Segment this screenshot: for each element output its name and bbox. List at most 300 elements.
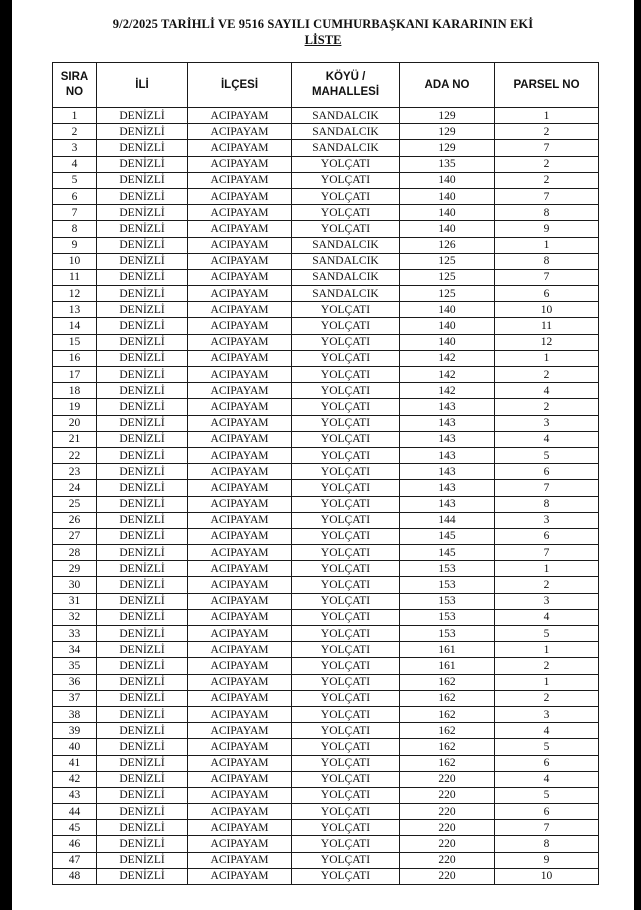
- cell-ada-no: 125: [400, 269, 495, 285]
- cell-parsel-no: 3: [495, 512, 599, 528]
- cell-ilcesi: ACIPAYAM: [188, 771, 292, 787]
- cell-koyu-mahallesi: YOLÇATI: [292, 561, 400, 577]
- header-koyu-line2: MAHALLESİ: [311, 86, 380, 98]
- table-row: [53, 755, 599, 771]
- cell-ili: DENİZLİ: [97, 205, 188, 221]
- cell-koyu-mahallesi: YOLÇATI: [292, 755, 400, 771]
- cell-ada-no: 143: [400, 447, 495, 463]
- cell-parsel-no: 2: [495, 658, 599, 674]
- cell-ilcesi: ACIPAYAM: [188, 205, 292, 221]
- cell-ilcesi: ACIPAYAM: [188, 787, 292, 803]
- cell-sira-no: 6: [53, 188, 97, 204]
- table-row: [53, 172, 599, 188]
- cell-ilcesi: ACIPAYAM: [188, 561, 292, 577]
- cell-parsel-no: 1: [495, 642, 599, 658]
- cell-sira-no: 33: [53, 626, 97, 642]
- table-row: [53, 108, 599, 124]
- cell-ili: DENİZLİ: [97, 820, 188, 836]
- table-row: [53, 512, 599, 528]
- cell-sira-no: 12: [53, 286, 97, 302]
- header-sira-no: [53, 63, 97, 108]
- table-row: [53, 609, 599, 625]
- cell-koyu-mahallesi: YOLÇATI: [292, 528, 400, 544]
- cell-parsel-no: 8: [495, 205, 599, 221]
- cell-ilcesi: ACIPAYAM: [188, 415, 292, 431]
- document-title: 9/2/2025 TARİHLİ VE 9516 SAYILI CUMHURBAŞKANI KARARININ EKİ: [112, 17, 534, 31]
- cell-ili: DENİZLİ: [97, 868, 188, 884]
- cell-koyu-mahallesi: YOLÇATI: [292, 658, 400, 674]
- cell-ilcesi: ACIPAYAM: [188, 658, 292, 674]
- cell-koyu-mahallesi: YOLÇATI: [292, 383, 400, 399]
- cell-ili: DENİZLİ: [97, 286, 188, 302]
- parcel-table: [52, 62, 599, 885]
- cell-ili: DENİZLİ: [97, 156, 188, 172]
- cell-koyu-mahallesi: SANDALCIK: [292, 124, 400, 140]
- cell-parsel-no: 9: [495, 852, 599, 868]
- cell-sira-no: 11: [53, 269, 97, 285]
- cell-parsel-no: 6: [495, 464, 599, 480]
- table-row: [53, 593, 599, 609]
- cell-parsel-no: 10: [495, 868, 599, 884]
- cell-ada-no: 143: [400, 464, 495, 480]
- cell-sira-no: 14: [53, 318, 97, 334]
- cell-ili: DENİZLİ: [97, 771, 188, 787]
- cell-ilcesi: ACIPAYAM: [188, 350, 292, 366]
- cell-ada-no: 153: [400, 577, 495, 593]
- cell-sira-no: 44: [53, 804, 97, 820]
- table-row: [53, 626, 599, 642]
- cell-ilcesi: ACIPAYAM: [188, 496, 292, 512]
- cell-ada-no: 129: [400, 140, 495, 156]
- table-row: [53, 318, 599, 334]
- cell-ada-no: 220: [400, 836, 495, 852]
- cell-ilcesi: ACIPAYAM: [188, 836, 292, 852]
- table-row: [53, 561, 599, 577]
- cell-ili: DENİZLİ: [97, 188, 188, 204]
- cell-koyu-mahallesi: SANDALCIK: [292, 140, 400, 156]
- cell-koyu-mahallesi: YOLÇATI: [292, 771, 400, 787]
- cell-sira-no: 47: [53, 852, 97, 868]
- cell-parsel-no: 10: [495, 302, 599, 318]
- cell-ada-no: 140: [400, 172, 495, 188]
- cell-ada-no: 142: [400, 350, 495, 366]
- cell-ada-no: 143: [400, 415, 495, 431]
- cell-ili: DENİZLİ: [97, 447, 188, 463]
- cell-parsel-no: 2: [495, 124, 599, 140]
- cell-koyu-mahallesi: YOLÇATI: [292, 820, 400, 836]
- table-row: [53, 496, 599, 512]
- cell-parsel-no: 6: [495, 804, 599, 820]
- cell-sira-no: 38: [53, 706, 97, 722]
- cell-sira-no: 31: [53, 593, 97, 609]
- cell-parsel-no: 3: [495, 593, 599, 609]
- cell-koyu-mahallesi: YOLÇATI: [292, 496, 400, 512]
- cell-ilcesi: ACIPAYAM: [188, 706, 292, 722]
- cell-parsel-no: 7: [495, 269, 599, 285]
- cell-ilcesi: ACIPAYAM: [188, 367, 292, 383]
- cell-ilcesi: ACIPAYAM: [188, 140, 292, 156]
- cell-sira-no: 43: [53, 787, 97, 803]
- cell-koyu-mahallesi: YOLÇATI: [292, 706, 400, 722]
- cell-ada-no: 162: [400, 739, 495, 755]
- cell-parsel-no: 1: [495, 674, 599, 690]
- cell-ili: DENİZLİ: [97, 706, 188, 722]
- cell-ilcesi: ACIPAYAM: [188, 447, 292, 463]
- cell-ada-no: 162: [400, 706, 495, 722]
- cell-ili: DENİZLİ: [97, 739, 188, 755]
- cell-parsel-no: 3: [495, 706, 599, 722]
- cell-koyu-mahallesi: YOLÇATI: [292, 447, 400, 463]
- cell-koyu-mahallesi: SANDALCIK: [292, 237, 400, 253]
- cell-sira-no: 36: [53, 674, 97, 690]
- cell-ilcesi: ACIPAYAM: [188, 545, 292, 561]
- cell-parsel-no: 6: [495, 528, 599, 544]
- cell-sira-no: 21: [53, 431, 97, 447]
- table-row: [53, 706, 599, 722]
- document-subtitle-text: LİSTE: [304, 33, 342, 47]
- cell-sira-no: 40: [53, 739, 97, 755]
- cell-ili: DENİZLİ: [97, 561, 188, 577]
- table-row: [53, 350, 599, 366]
- table-row: [53, 787, 599, 803]
- cell-parsel-no: 6: [495, 755, 599, 771]
- cell-sira-no: 2: [53, 124, 97, 140]
- table-row: [53, 367, 599, 383]
- cell-ili: DENİZLİ: [97, 674, 188, 690]
- table-row: [53, 820, 599, 836]
- cell-sira-no: 16: [53, 350, 97, 366]
- cell-ada-no: 140: [400, 221, 495, 237]
- cell-sira-no: 18: [53, 383, 97, 399]
- cell-koyu-mahallesi: SANDALCIK: [292, 108, 400, 124]
- cell-ilcesi: ACIPAYAM: [188, 577, 292, 593]
- table-row: [53, 156, 599, 172]
- cell-ili: DENİZLİ: [97, 658, 188, 674]
- cell-parsel-no: 2: [495, 172, 599, 188]
- cell-ilcesi: ACIPAYAM: [188, 642, 292, 658]
- cell-ada-no: 142: [400, 383, 495, 399]
- cell-ili: DENİZLİ: [97, 545, 188, 561]
- cell-ada-no: 162: [400, 690, 495, 706]
- cell-ada-no: 220: [400, 852, 495, 868]
- cell-ili: DENİZLİ: [97, 577, 188, 593]
- cell-koyu-mahallesi: YOLÇATI: [292, 545, 400, 561]
- cell-sira-no: 10: [53, 253, 97, 269]
- cell-koyu-mahallesi: YOLÇATI: [292, 642, 400, 658]
- cell-ilcesi: ACIPAYAM: [188, 431, 292, 447]
- cell-ili: DENİZLİ: [97, 350, 188, 366]
- cell-koyu-mahallesi: SANDALCIK: [292, 253, 400, 269]
- cell-koyu-mahallesi: YOLÇATI: [292, 464, 400, 480]
- cell-ada-no: 153: [400, 593, 495, 609]
- cell-parsel-no: 5: [495, 626, 599, 642]
- cell-ilcesi: ACIPAYAM: [188, 464, 292, 480]
- table-row: [53, 545, 599, 561]
- cell-ili: DENİZLİ: [97, 512, 188, 528]
- cell-ili: DENİZLİ: [97, 480, 188, 496]
- table-row: [53, 237, 599, 253]
- cell-parsel-no: 4: [495, 723, 599, 739]
- cell-ilcesi: ACIPAYAM: [188, 690, 292, 706]
- cell-ili: DENİZLİ: [97, 690, 188, 706]
- cell-ada-no: 140: [400, 205, 495, 221]
- cell-sira-no: 48: [53, 868, 97, 884]
- cell-koyu-mahallesi: YOLÇATI: [292, 367, 400, 383]
- cell-sira-no: 39: [53, 723, 97, 739]
- cell-ili: DENİZLİ: [97, 302, 188, 318]
- table-row: [53, 804, 599, 820]
- table-row: [53, 124, 599, 140]
- cell-parsel-no: 2: [495, 156, 599, 172]
- cell-parsel-no: 5: [495, 787, 599, 803]
- cell-ilcesi: ACIPAYAM: [188, 593, 292, 609]
- table-row: [53, 205, 599, 221]
- cell-koyu-mahallesi: SANDALCIK: [292, 269, 400, 285]
- table-row: [53, 658, 599, 674]
- cell-parsel-no: 2: [495, 367, 599, 383]
- cell-koyu-mahallesi: YOLÇATI: [292, 512, 400, 528]
- table-body: [53, 108, 599, 885]
- cell-sira-no: 7: [53, 205, 97, 221]
- cell-koyu-mahallesi: YOLÇATI: [292, 609, 400, 625]
- cell-sira-no: 4: [53, 156, 97, 172]
- cell-ili: DENİZLİ: [97, 626, 188, 642]
- cell-ada-no: 135: [400, 156, 495, 172]
- cell-parsel-no: 3: [495, 415, 599, 431]
- cell-parsel-no: 8: [495, 253, 599, 269]
- cell-ada-no: 140: [400, 302, 495, 318]
- table-row: [53, 674, 599, 690]
- cell-ilcesi: ACIPAYAM: [188, 237, 292, 253]
- header-row: [53, 63, 599, 108]
- table-row: [53, 528, 599, 544]
- cell-sira-no: 29: [53, 561, 97, 577]
- cell-ilcesi: ACIPAYAM: [188, 124, 292, 140]
- cell-ili: DENİZLİ: [97, 787, 188, 803]
- cell-ada-no: 145: [400, 528, 495, 544]
- cell-parsel-no: 4: [495, 431, 599, 447]
- cell-koyu-mahallesi: YOLÇATI: [292, 350, 400, 366]
- cell-koyu-mahallesi: YOLÇATI: [292, 334, 400, 350]
- cell-ili: DENİZLİ: [97, 318, 188, 334]
- table-row: [53, 836, 599, 852]
- cell-ada-no: 129: [400, 108, 495, 124]
- cell-parsel-no: 8: [495, 836, 599, 852]
- cell-parsel-no: 4: [495, 383, 599, 399]
- table-row: [53, 253, 599, 269]
- table-row: [53, 464, 599, 480]
- cell-ilcesi: ACIPAYAM: [188, 108, 292, 124]
- cell-koyu-mahallesi: YOLÇATI: [292, 302, 400, 318]
- cell-ada-no: 220: [400, 820, 495, 836]
- cell-parsel-no: 1: [495, 108, 599, 124]
- cell-parsel-no: 7: [495, 545, 599, 561]
- table-row: [53, 383, 599, 399]
- table-row: [53, 302, 599, 318]
- table-row: [53, 690, 599, 706]
- cell-ada-no: 161: [400, 658, 495, 674]
- cell-ada-no: 125: [400, 253, 495, 269]
- cell-sira-no: 28: [53, 545, 97, 561]
- cell-sira-no: 24: [53, 480, 97, 496]
- cell-koyu-mahallesi: YOLÇATI: [292, 188, 400, 204]
- cell-ili: DENİZLİ: [97, 723, 188, 739]
- cell-ilcesi: ACIPAYAM: [188, 383, 292, 399]
- document-subtitle: [12, 33, 634, 48]
- cell-parsel-no: 4: [495, 771, 599, 787]
- cell-sira-no: 3: [53, 140, 97, 156]
- cell-koyu-mahallesi: YOLÇATI: [292, 674, 400, 690]
- table-row: [53, 739, 599, 755]
- header-sira-line2: NO: [65, 86, 84, 98]
- cell-ili: DENİZLİ: [97, 334, 188, 350]
- table-row: [53, 771, 599, 787]
- cell-sira-no: 25: [53, 496, 97, 512]
- cell-sira-no: 26: [53, 512, 97, 528]
- cell-ili: DENİZLİ: [97, 140, 188, 156]
- cell-parsel-no: 12: [495, 334, 599, 350]
- cell-sira-no: 1: [53, 108, 97, 124]
- cell-sira-no: 17: [53, 367, 97, 383]
- cell-ada-no: 143: [400, 399, 495, 415]
- cell-ilcesi: ACIPAYAM: [188, 286, 292, 302]
- cell-ilcesi: ACIPAYAM: [188, 156, 292, 172]
- cell-ada-no: 153: [400, 609, 495, 625]
- cell-ili: DENİZLİ: [97, 221, 188, 237]
- cell-sira-no: 35: [53, 658, 97, 674]
- table-row: [53, 642, 599, 658]
- cell-parsel-no: 6: [495, 286, 599, 302]
- table-row: [53, 480, 599, 496]
- cell-ilcesi: ACIPAYAM: [188, 399, 292, 415]
- cell-koyu-mahallesi: YOLÇATI: [292, 739, 400, 755]
- cell-sira-no: 22: [53, 447, 97, 463]
- cell-parsel-no: 5: [495, 739, 599, 755]
- cell-sira-no: 8: [53, 221, 97, 237]
- header-sira-line1: SIRA: [60, 71, 89, 83]
- cell-ili: DENİZLİ: [97, 852, 188, 868]
- cell-parsel-no: 7: [495, 140, 599, 156]
- cell-ili: DENİZLİ: [97, 383, 188, 399]
- table-header: [53, 63, 599, 108]
- cell-parsel-no: 7: [495, 480, 599, 496]
- cell-ilcesi: ACIPAYAM: [188, 318, 292, 334]
- document-page: [12, 0, 634, 910]
- cell-koyu-mahallesi: YOLÇATI: [292, 172, 400, 188]
- cell-koyu-mahallesi: YOLÇATI: [292, 318, 400, 334]
- cell-ilcesi: ACIPAYAM: [188, 674, 292, 690]
- cell-ili: DENİZLİ: [97, 124, 188, 140]
- cell-parsel-no: 1: [495, 237, 599, 253]
- cell-parsel-no: 5: [495, 447, 599, 463]
- cell-ilcesi: ACIPAYAM: [188, 723, 292, 739]
- cell-ili: DENİZLİ: [97, 237, 188, 253]
- cell-sira-no: 37: [53, 690, 97, 706]
- cell-sira-no: 34: [53, 642, 97, 658]
- cell-ilcesi: ACIPAYAM: [188, 512, 292, 528]
- cell-ada-no: 153: [400, 626, 495, 642]
- cell-ada-no: 162: [400, 723, 495, 739]
- table-row: [53, 399, 599, 415]
- cell-parsel-no: 1: [495, 561, 599, 577]
- cell-ili: DENİZLİ: [97, 431, 188, 447]
- cell-ili: DENİZLİ: [97, 496, 188, 512]
- cell-ilcesi: ACIPAYAM: [188, 609, 292, 625]
- cell-koyu-mahallesi: YOLÇATI: [292, 221, 400, 237]
- cell-ada-no: 125: [400, 286, 495, 302]
- cell-koyu-mahallesi: YOLÇATI: [292, 431, 400, 447]
- cell-sira-no: 9: [53, 237, 97, 253]
- cell-ilcesi: ACIPAYAM: [188, 626, 292, 642]
- cell-koyu-mahallesi: YOLÇATI: [292, 690, 400, 706]
- cell-parsel-no: 1: [495, 350, 599, 366]
- cell-koyu-mahallesi: YOLÇATI: [292, 480, 400, 496]
- cell-ada-no: 220: [400, 804, 495, 820]
- cell-ada-no: 145: [400, 545, 495, 561]
- cell-ili: DENİZLİ: [97, 755, 188, 771]
- cell-ada-no: 140: [400, 318, 495, 334]
- cell-parsel-no: 8: [495, 496, 599, 512]
- cell-ada-no: 153: [400, 561, 495, 577]
- cell-ada-no: 220: [400, 868, 495, 884]
- cell-ili: DENİZLİ: [97, 367, 188, 383]
- cell-ili: DENİZLİ: [97, 642, 188, 658]
- cell-ili: DENİZLİ: [97, 253, 188, 269]
- cell-parsel-no: 7: [495, 188, 599, 204]
- table-row: [53, 447, 599, 463]
- cell-ili: DENİZLİ: [97, 269, 188, 285]
- cell-ilcesi: ACIPAYAM: [188, 804, 292, 820]
- cell-sira-no: 15: [53, 334, 97, 350]
- cell-parsel-no: 7: [495, 820, 599, 836]
- cell-sira-no: 45: [53, 820, 97, 836]
- cell-koyu-mahallesi: YOLÇATI: [292, 399, 400, 415]
- cell-parsel-no: 2: [495, 577, 599, 593]
- cell-parsel-no: 2: [495, 399, 599, 415]
- cell-ada-no: 142: [400, 367, 495, 383]
- cell-ilcesi: ACIPAYAM: [188, 334, 292, 350]
- table-row: [53, 140, 599, 156]
- cell-ada-no: 161: [400, 642, 495, 658]
- header-ada-no: ADA NO: [400, 63, 495, 108]
- cell-ilcesi: ACIPAYAM: [188, 528, 292, 544]
- cell-ilcesi: ACIPAYAM: [188, 172, 292, 188]
- table-row: [53, 852, 599, 868]
- cell-ada-no: 140: [400, 188, 495, 204]
- cell-ada-no: 140: [400, 334, 495, 350]
- header-parsel-no: PARSEL NO: [495, 63, 599, 108]
- table-row: [53, 286, 599, 302]
- cell-sira-no: 42: [53, 771, 97, 787]
- cell-ada-no: 144: [400, 512, 495, 528]
- header-ili: İLİ: [97, 63, 188, 108]
- cell-sira-no: 46: [53, 836, 97, 852]
- table-row: [53, 221, 599, 237]
- cell-ili: DENİZLİ: [97, 836, 188, 852]
- table-row: [53, 868, 599, 884]
- cell-koyu-mahallesi: YOLÇATI: [292, 415, 400, 431]
- cell-ada-no: 220: [400, 771, 495, 787]
- cell-koyu-mahallesi: YOLÇATI: [292, 577, 400, 593]
- table-row: [53, 334, 599, 350]
- cell-parsel-no: 11: [495, 318, 599, 334]
- cell-ada-no: 162: [400, 755, 495, 771]
- cell-koyu-mahallesi: YOLÇATI: [292, 852, 400, 868]
- cell-ili: DENİZLİ: [97, 804, 188, 820]
- cell-sira-no: 19: [53, 399, 97, 415]
- cell-ilcesi: ACIPAYAM: [188, 269, 292, 285]
- table-row: [53, 415, 599, 431]
